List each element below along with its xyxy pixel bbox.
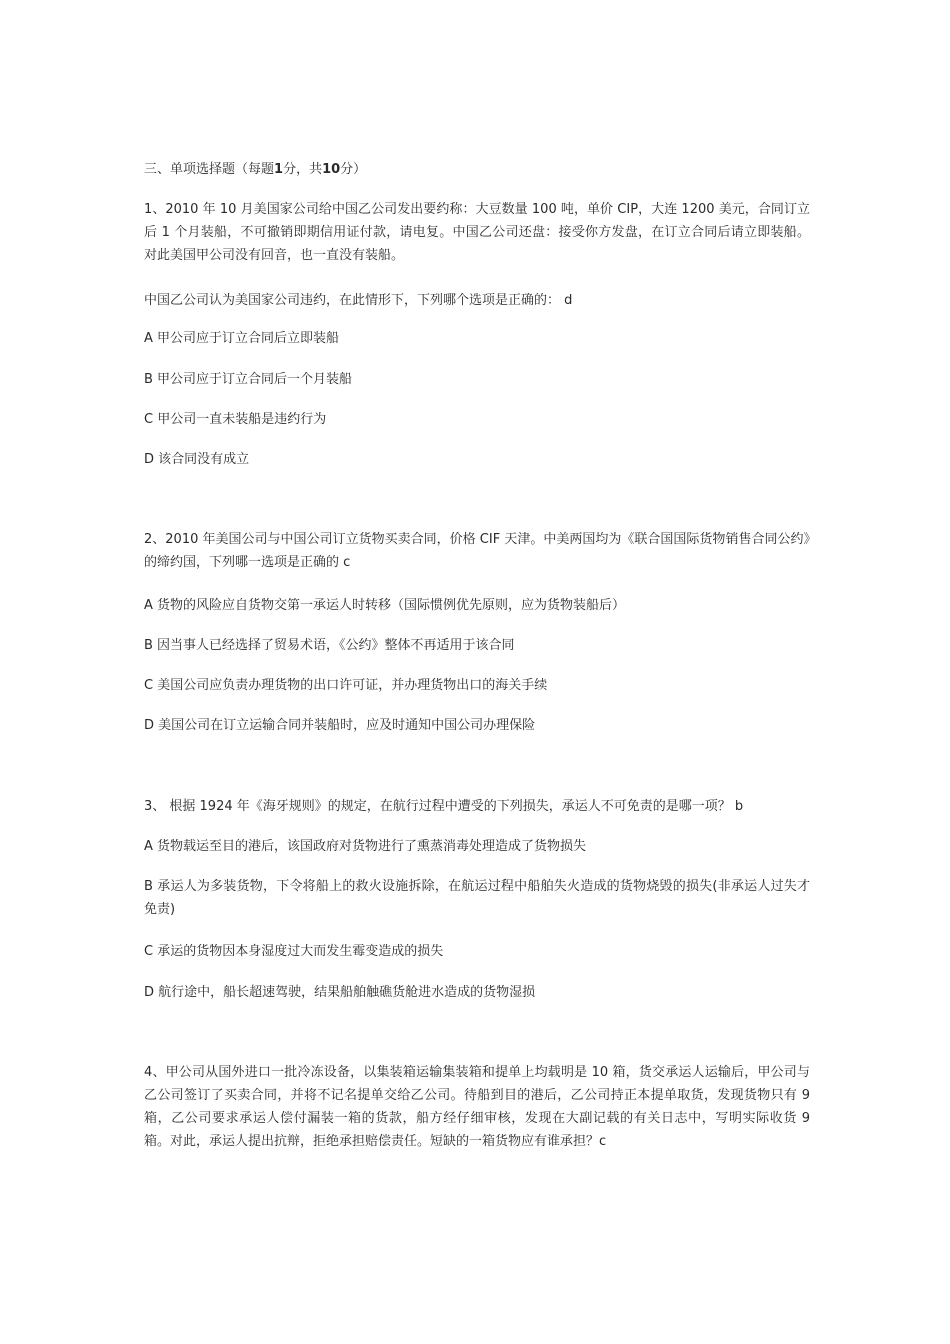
question-2-option-c: C 美国公司应负责办理货物的出口许可证，并办理货物出口的海关手续 <box>144 678 548 693</box>
section-title-mid: 分，共 <box>283 162 323 177</box>
question-3-option-b: B 承运人为多装货物，下令将船上的救火设施拆除，在航运过程中船舶失火造成的货物烧毁的损失(非承运人过失才免责) <box>144 879 810 917</box>
question-2-option-b: B 因当事人已经选择了贸易术语，《公约》整体不再适用于该合同 <box>144 638 515 653</box>
question-1-stem: 1、2010 年 10 月美国家公司给中国乙公司发出要约称：大豆数量 100 吨，单价 CIP，大连 1200 美元，合同订立后 1 个月装船，不可撤销即期信用证付款，请电复。中国乙公司还盘：接受你方发盘，在订立合同后请立即装船。对此美国甲公司没有回音，也一直没有装船。 <box>144 202 810 263</box>
question-2-option-d: D 美国公司在订立运输合同并装船时，应及时通知中国公司办理保险 <box>144 718 536 733</box>
question-3-option-d: D 航行途中，船长超速驾驶，结果船舶触礁货舱进水造成的货物湿损 <box>144 985 536 1000</box>
question-2-option-a: A 货物的风险应自货物交第一承运人时转移（国际惯例优先原则，应为货物装船后） <box>144 598 626 613</box>
question-1-prompt: 中国乙公司认为美国家公司违约，在此情形下，下列哪个选项是正确的： d <box>144 293 573 308</box>
section-total: 10 <box>322 162 341 177</box>
question-3-stem: 3、 根据 1924 年《海牙规则》的规定，在航行过程中遭受的下列损失，承运人不可免责的是哪一项？ b <box>144 799 744 814</box>
question-3-option-c: C 承运的货物因本身湿度过大而发生霉变造成的损失 <box>144 944 444 959</box>
section-points: 1 <box>274 162 284 177</box>
question-1-option-d: D 该合同没有成立 <box>144 452 250 467</box>
section-title-post: 分） <box>340 162 367 177</box>
question-2-stem: 2、2010 年美国公司与中国公司订立货物买卖合同，价格 CIF 天津。中美两国均为《联合国国际货物销售合同公约》的缔约国，下列哪一选项是正确的 c <box>144 532 810 570</box>
section-heading <box>144 158 810 181</box>
section-title-pre: 三、单项选择题（每题 <box>144 162 275 177</box>
question-4-stem: 4、甲公司从国外进口一批冷冻设备，以集装箱运输集装箱和提单上均载明是 10 箱，货交承运人运输后，甲公司与乙公司签订了买卖合同，并将不记名提单交给乙公司。待船到目的港后，乙公司持正本提单取货，发现货物只有 9 箱，乙公司要求承运人偿付漏装一箱的货款，船方经仔细审核，发现在大副记载的有关日志中，写明实际收货 9 箱。对此，承运人提出抗辩，拒绝承担赔偿责任。短缺的一箱货物应有谁承担？c <box>144 1065 810 1149</box>
question-1-option-b: B 甲公司应于订立合同后一个月装船 <box>144 372 353 387</box>
question-3-option-a: A 货物载运至目的港后，该国政府对货物进行了熏蒸消毒处理造成了货物损失 <box>144 839 587 854</box>
question-1-option-a: A 甲公司应于订立合同后立即装船 <box>144 331 340 346</box>
question-1-option-c: C 甲公司一直未装船是违约行为 <box>144 412 327 427</box>
